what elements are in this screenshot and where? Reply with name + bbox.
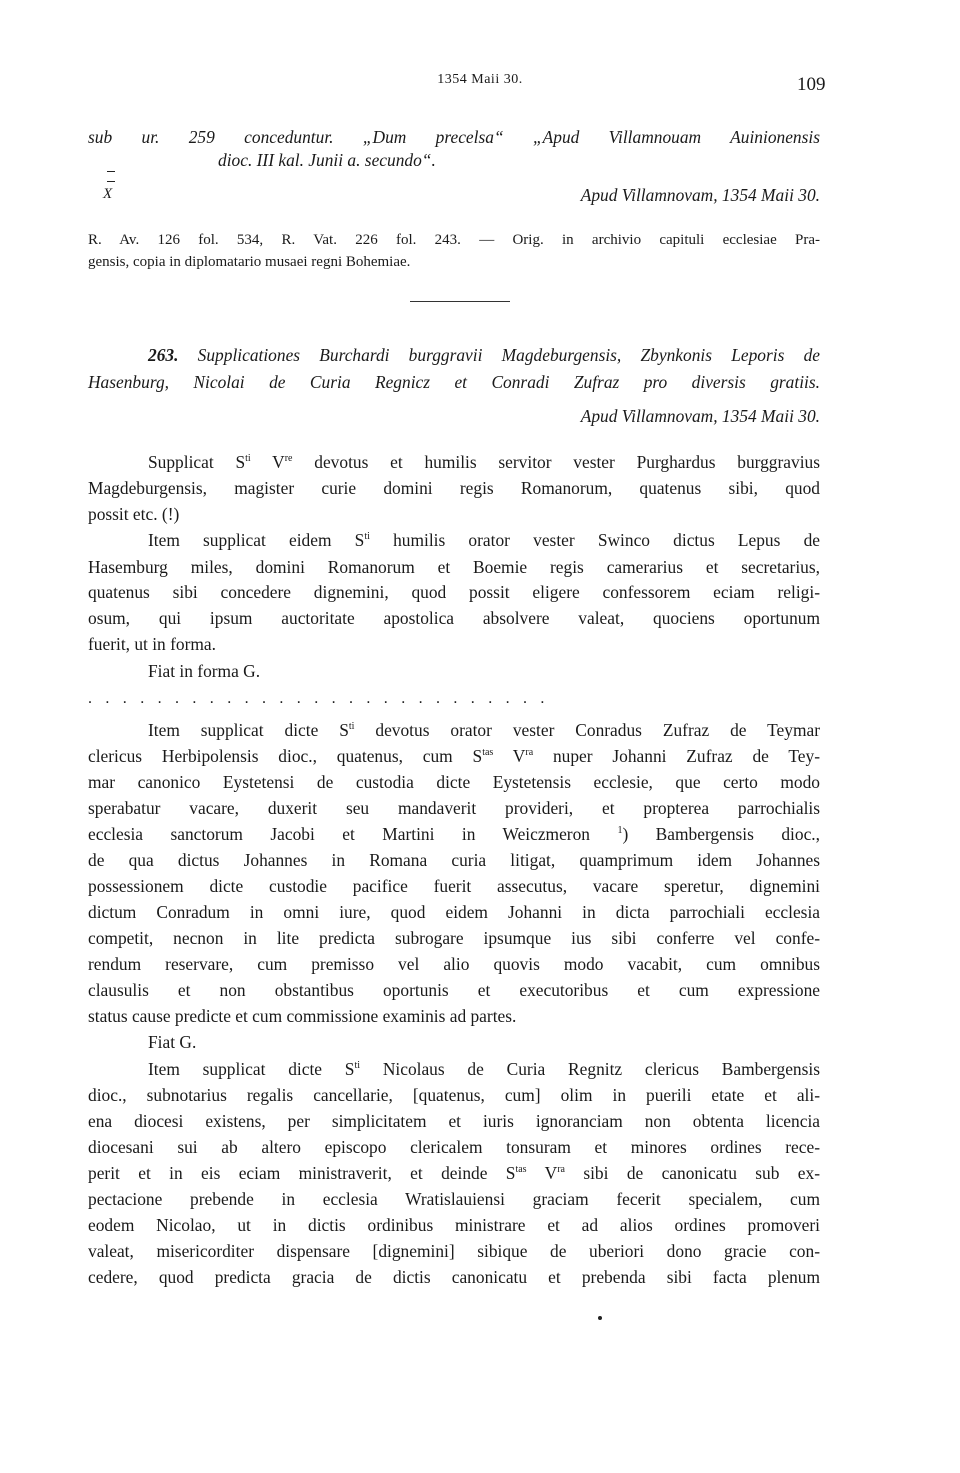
p3-line-6: de qua dictus Johannes in Romana curia litigat, quamprimum idem Johannes (88, 850, 820, 870)
p3-line-8: dictum Conradum in omni iure, quod eidem Johanni in dicta parrochiali ecclesia (88, 902, 820, 922)
p3-line-9: competit, necnon in lite predicta subrogare ipsumque ius sibi conferre vel confe- (88, 928, 820, 948)
p4-line-4: diocesani sui ab altero episcopo clericalem tonsuram et minores ordines rece- (88, 1137, 820, 1157)
prev-doc-line-1: sub ur. 259 conceduntur. „Dum precelsa“ „Apud Villamnouam Auinionensis (88, 127, 820, 147)
p1-line-2: Magdeburgensis, magister curie domini regis Romanorum, quatenus sibi, quod (88, 478, 820, 498)
p3-line-12: status cause predicte et cum commissione examinis ad partes. (88, 1006, 517, 1026)
p2-line-3: quatenus sibi concedere dignemini, quod possit eligere confessorem eciam religi- (88, 582, 820, 602)
p4-line-1: Item supplicat dicte $S^{ti}$ Nicolaus de Curia Regnitz clericus Bambergensis (148, 1059, 820, 1079)
p3-line-7: possessionem dicte custodie pacifice fuerit assecutus, vacare speretur, dignemini (88, 876, 820, 896)
doc-title-line-1: 263. Supplicationes Burchardi burggravii Magdeburgensis, Zbynkonis Leporis de (148, 345, 820, 365)
p1-line-1: Supplicat $S^{ti}$ Vre devotus et humilis servitor vester Purghardus burggravius (148, 452, 821, 472)
section-divider (410, 301, 510, 302)
prev-doc-ref-2: gensis, copia in diplomatario musaei regni Bohemiae. (88, 254, 411, 270)
p4-line-5: perit et in eis eciam ministraverit, et deinde $S^{tas}$ $V^{ra}$ sibi de canonicatu sub ex- (88, 1163, 820, 1183)
p2-line-5: fuerit, ut in forma. (88, 634, 216, 654)
p4-line-3: ena diocesi existens, per simplicitatem et iuris ignoranciam non obtenta licencia (88, 1111, 820, 1131)
p3-line-1: Item supplicat dicte $S^{ti}$ devotus orator vester Conradus Zufraz de Teymar (148, 720, 820, 740)
prev-doc-date: Apud Villamnovam, 1354 Maii 30. (580, 185, 820, 205)
doc-number: 263. (148, 345, 179, 365)
running-title: 1354 Maii 30. (437, 72, 523, 87)
doc-date: Apud Villamnovam, 1354 Maii 30. (580, 406, 820, 426)
fiat-2: Fiat G. (148, 1032, 197, 1052)
p4-line-9: cedere, quod predicta gracia de dictis canonicatu et prebenda sibi facta plenum (88, 1267, 820, 1287)
p4-line-7: eodem Nicolao, ut in dictis ordinibus ministrare et ad alios ordines promoveri (88, 1215, 820, 1235)
prev-doc-line-2: dioc. III kal. Junii a. secundo“. (218, 150, 436, 170)
doc-title-line-2: Hasenburg, Nicolai de Curia Regnicz et Conradi Zufraz pro diversis gratiis. (88, 372, 820, 392)
p3-line-2: clericus Herbipolensis dioc., quatenus, cum $S^{tas}$ $V^{ra}$ nuper Johanni Zufraz de Tey- (88, 746, 820, 766)
p2-line-1: Item supplicat eidem $S^{ti}$ humilis orator vester Swinco dictus Lepus de (148, 530, 820, 550)
p3-line-11: clausulis et non obstantibus oportunis et executoribus et cum expressione (88, 980, 820, 1000)
p3-line-4: sperabatur vacare, duxerit seu mandaverit provideri, et propterea parrochialis (88, 798, 820, 818)
p4-line-6: pectacione prebende in ecclesia Wratislauiensi graciam fecerit specialem, cum (88, 1189, 820, 1209)
p1-line-3: possit etc. (!) (88, 504, 180, 524)
p4-line-2: dioc., subnotarius regalis cancellarie, [quatenus, cum] olim in puerili etate et ali- (88, 1085, 820, 1105)
p4-line-8: valeat, misericorditer dispensare [dignemini] sibique de uberiori dono gracie con- (88, 1241, 820, 1261)
p2-line-2: Hasemburg miles, domini Romanorum et Boemie regis camerarius et secretarius, (88, 557, 820, 577)
page-number: 109 (797, 74, 826, 95)
p3-line-10: rendum reservare, cum premisso vel alio quovis modo vacabit, cum omnibus (88, 954, 820, 974)
repeat-mark: X (103, 176, 115, 202)
p2-line-4: osum, qui ipsum auctoritate apostolica absolvere valeat, quociens oportunum (88, 608, 820, 628)
page-speck (598, 1316, 602, 1320)
omission-dots: ........................... (88, 690, 558, 707)
triple-bar-icon (107, 171, 115, 182)
fiat-1: Fiat in forma G. (148, 661, 261, 681)
prev-doc-ref-1: R. Av. 126 fol. 534, R. Vat. 226 fol. 243. — Orig. in archivio capituli ecclesiae Pra- (88, 232, 820, 248)
p3-line-3: mar canonico Eystetensi de custodia dicte Eystetensis ecclesie, que certo modo (88, 772, 820, 792)
p3-line-5: ecclesia sanctorum Jacobi et Martini in Weiczmeron $^1$) Bambergensis dioc., (88, 824, 820, 844)
